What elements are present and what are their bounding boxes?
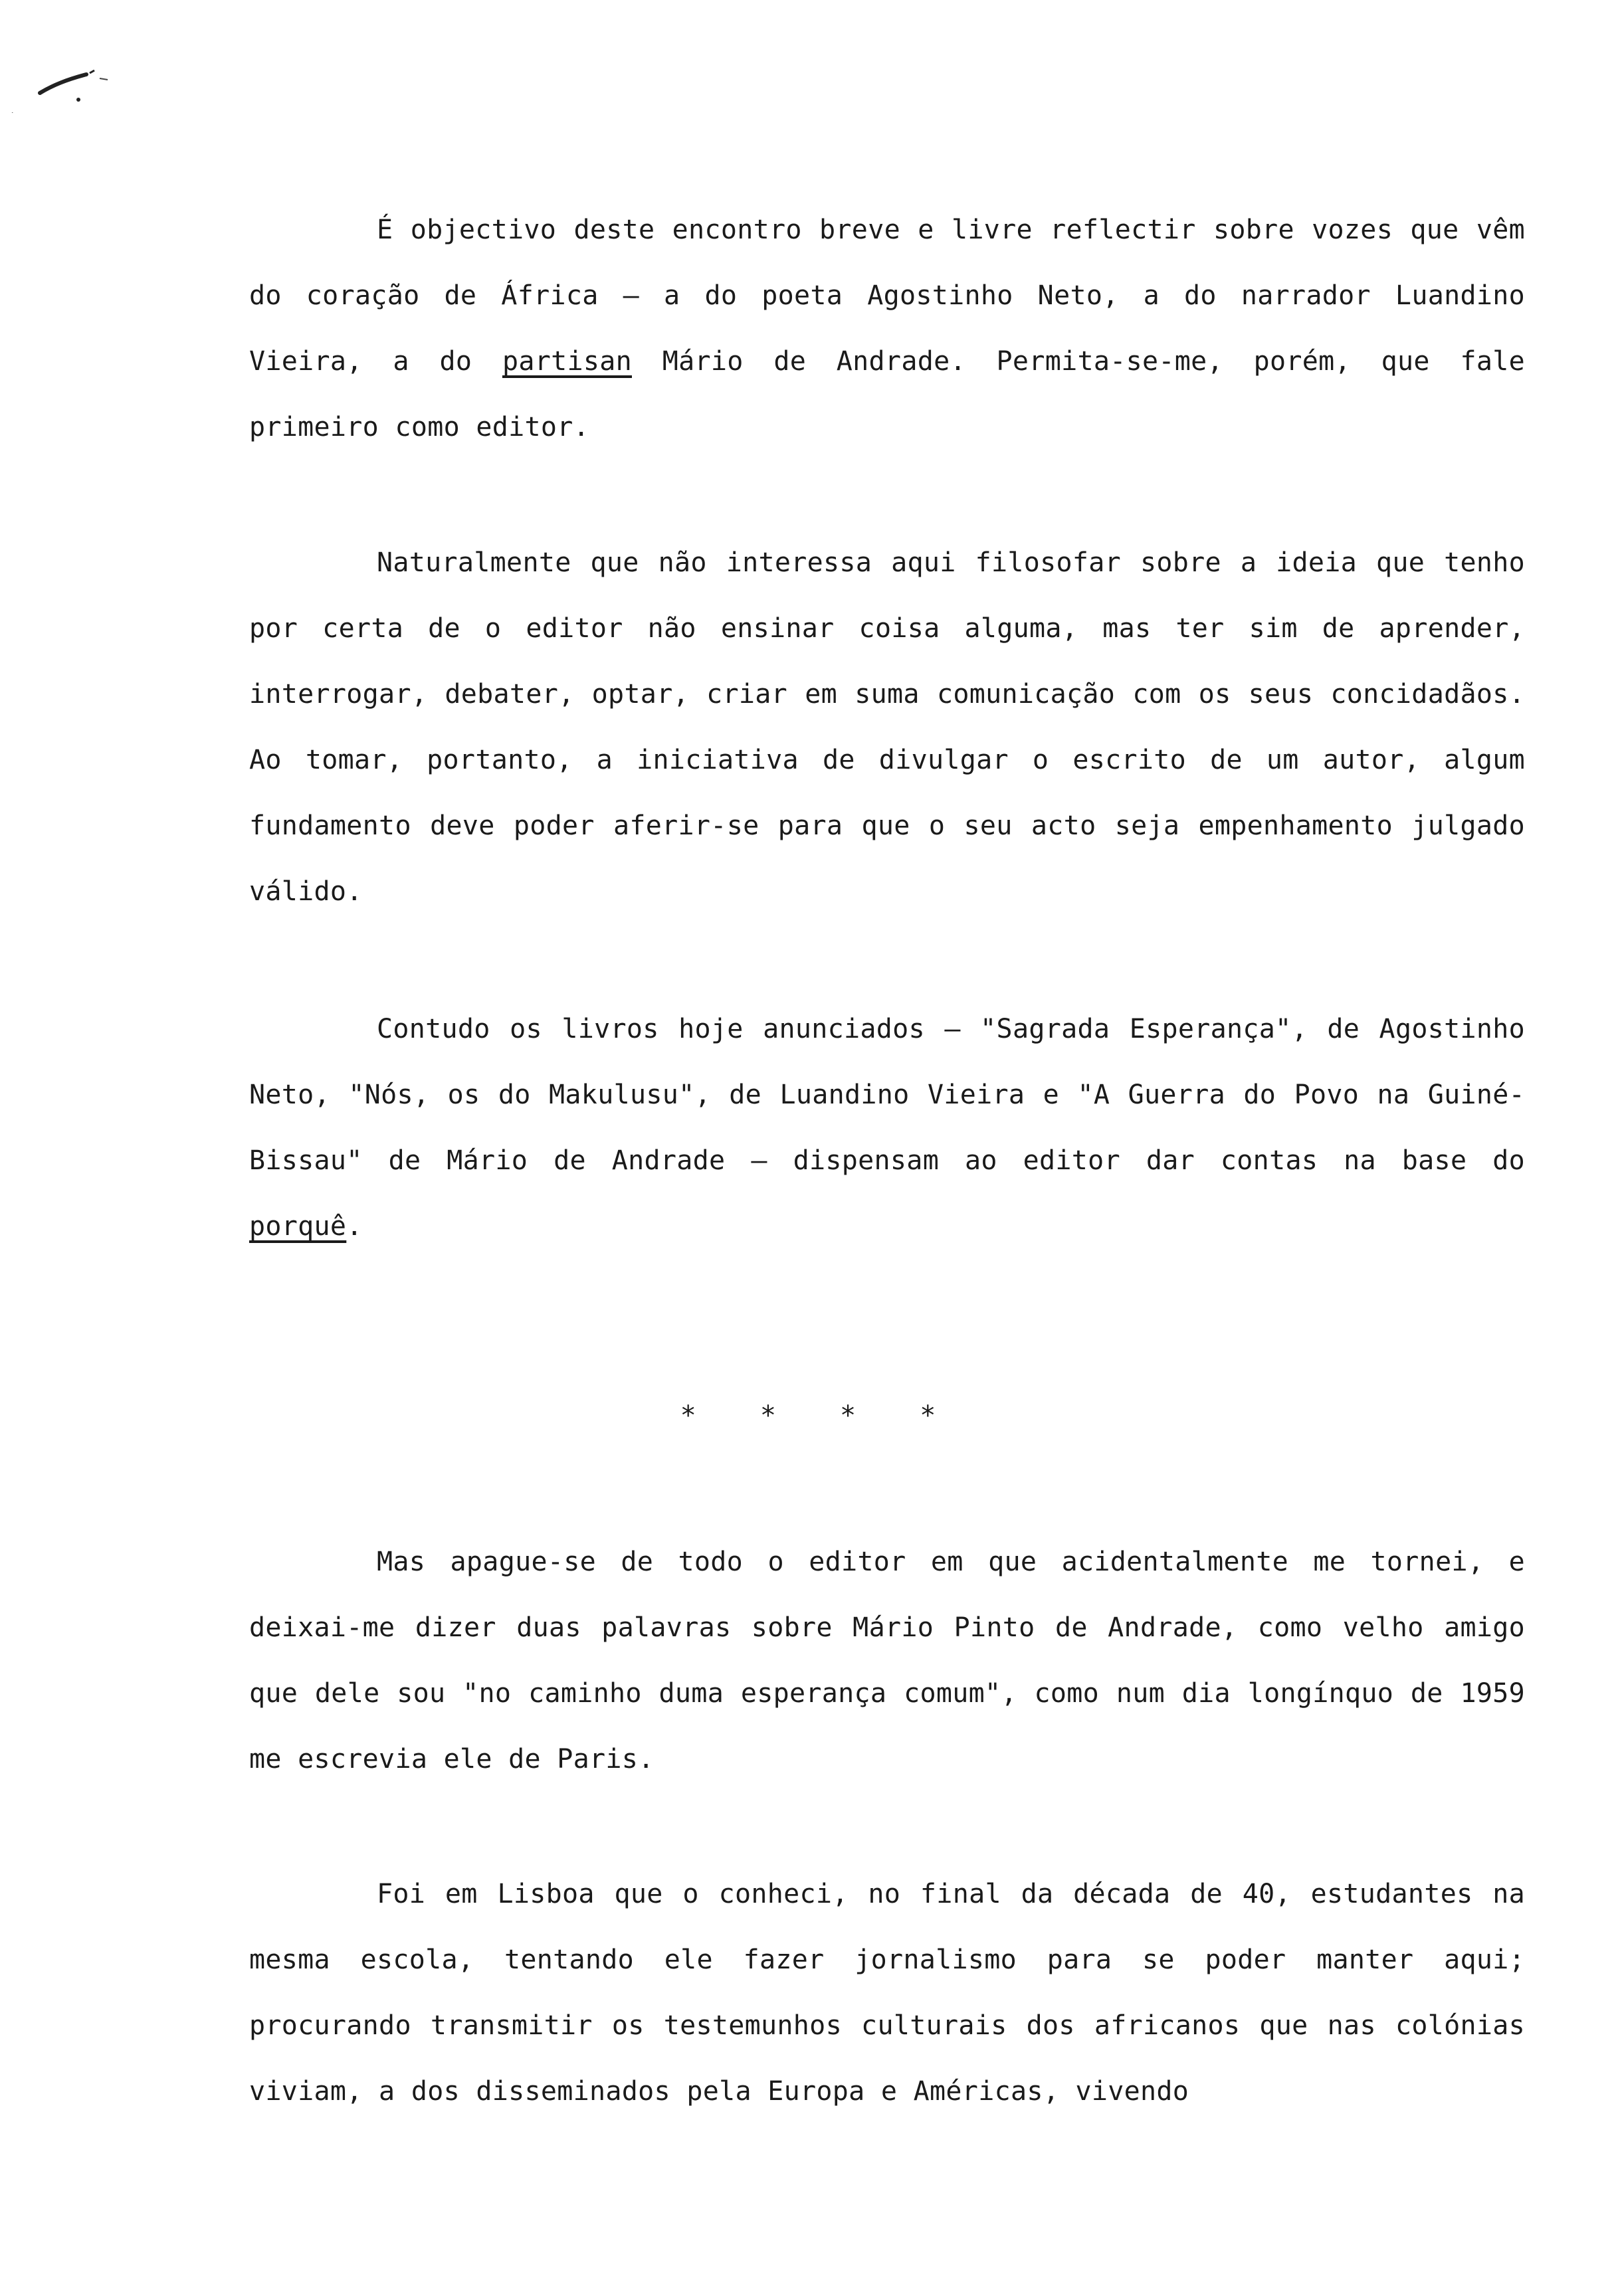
paragraph-3 — [249, 997, 1525, 1260]
separator-star: * — [759, 1400, 776, 1431]
underlined-word-partisan: partisan — [502, 346, 632, 377]
ink-mark — [0, 27, 133, 113]
separator-star: * — [680, 1400, 696, 1431]
paragraph-3-text-b: . — [346, 1211, 363, 1242]
paragraph-2-text: Naturalmente que não interessa aqui filosofar sobre a ideia que tenho por certa de o editor não ensinar coisa alguma, mas ter sim de aprender, interrogar, debater, optar, criar em suma comunicação com os seus concidadãos. Ao tomar, portanto, a iniciativa de divulgar o escrito de um autor, algum fundamento deve poder aferir-se para que o seu acto seja empenhamento julgado válido. — [249, 547, 1525, 907]
paragraph-5 — [249, 1862, 1525, 2125]
underlined-word-porque: porquê — [249, 1211, 347, 1242]
paragraph-1-text-a: É objectivo deste encontro breve e livre reflectir sobre vozes que vêm do coração de África — a do poeta Agostinho Neto, a do narrador Luandino Vieira, a do — [249, 215, 1525, 377]
separator-star: * — [840, 1400, 857, 1431]
paragraph-4 — [249, 1529, 1525, 1792]
paragraph-4-text: Mas apague-se de todo o editor em que acidentalmente me tornei, e deixai-me dizer duas palavras sobre Mário Pinto de Andrade, como velho amigo que dele sou "no caminho duma esperança comum", como num dia longínquo de 1959 me escrevia ele de Paris. — [249, 1547, 1525, 1774]
section-separator — [0, 1400, 1616, 1431]
paragraph-2 — [249, 530, 1525, 925]
paragraph-1 — [249, 197, 1525, 460]
separator-star: * — [920, 1400, 936, 1431]
paragraph-1-text-b: Mário de Andrade. Permita-se-me, porém, que fale primeiro como editor. — [249, 346, 1525, 442]
paragraph-5-text: Foi em Lisboa que o conheci, no final da década de 40, estudantes na mesma escola, tentando ele fazer jornalismo para se poder manter aqui; procurando transmitir os testemunhos culturais dos africanos que nas colónias viviam, a dos disseminados pela Europa e Américas, vivendo — [249, 1879, 1525, 2107]
paragraph-3-text-a: Contudo os livros hoje anunciados — "Sagrada Esperança", de Agostinho Neto, "Nós, os do Makulusu", de Luandino Vieira e "A Guerra do Povo na Guiné-Bissau" de Mário de Andrade — dispensam ao editor dar contas na base do — [249, 1014, 1525, 1176]
